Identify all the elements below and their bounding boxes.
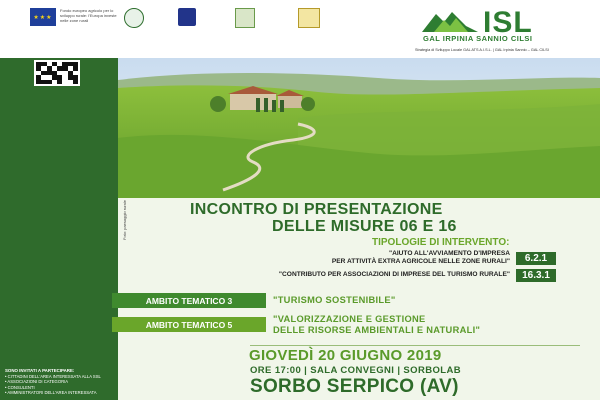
vertical-photo-caption: Foto: paesaggio rurale — [122, 199, 127, 240]
ambito-label-badge: AMBITO TEMATICO 5 — [112, 317, 266, 332]
measure-text-line: "AIUTO ALL'AVVIAMENTO D'IMPRESA — [388, 250, 510, 257]
measure-code-badge: 6.2.1 — [516, 252, 556, 265]
isl-subtitle: GAL IRPINIA SANNIO CILSI — [423, 34, 533, 43]
mountain-logo-icon — [420, 8, 480, 34]
campania-region-icon — [178, 8, 196, 26]
intervention-types-title: TIPOLOGIE DI INTERVENTO: — [372, 237, 510, 248]
measure-description — [236, 250, 510, 266]
municipality-crest-icon — [298, 8, 320, 28]
invite-title: SONO INVITATI A PARTECIPARE: — [5, 368, 75, 373]
divider — [250, 345, 580, 346]
measure-text-line: "CONTRIBUTO PER ASSOCIAZIONI DI IMPRESE DEL TURISMO RURALE" — [278, 271, 510, 278]
ambito-label-badge: AMBITO TEMATICO 3 — [112, 293, 266, 308]
isl-brand-text: ISL — [483, 6, 533, 39]
event-time-venue: ORE 17:00 | SALA CONVEGNI | SORBOLAB — [250, 365, 461, 376]
event-date: GIOVEDÌ 20 GIUGNO 2019 — [249, 347, 442, 364]
measure-code-badge: 16.3.1 — [516, 269, 556, 282]
isl-logo — [415, 6, 575, 46]
eu-fund-text: Fondo europeo agricolo per lo sviluppo rurale: l'Europa investe nelle zone rurali — [60, 8, 117, 23]
measure-text-line: PER ATTIVITÀ EXTRA AGRICOLE NELLE ZONE RURALI" — [331, 258, 510, 265]
ambito-text-line: "TURISMO SOSTENIBILE" — [273, 295, 396, 305]
invitee-item: • CONSULENTI — [5, 384, 35, 390]
ambito-description — [273, 295, 396, 306]
eu-flag-icon: ★★★ — [30, 8, 56, 26]
invitee-item: • CITTADINI DELL'AREA INTERESSATA ALLA SSL — [5, 374, 101, 379]
ambito-text-line: "VALORIZZAZIONE E GESTIONE — [273, 314, 426, 324]
leader-icon — [235, 8, 255, 28]
ambito-text-line: DELLE RISORSE AMBIENTALI E NATURALI" — [273, 325, 481, 335]
event-location: SORBO SERPICO (AV) — [250, 376, 459, 397]
qr-module — [73, 80, 78, 84]
invitee-list — [5, 374, 115, 395]
headline-line-1: INCONTRO DI PRESENTAZIONE — [190, 201, 443, 218]
invitee-item: • AMMINISTRATORI DELL'AREA INTERESSATA — [5, 389, 97, 395]
measure-description — [170, 271, 510, 279]
headline-line-2: DELLE MISURE 06 E 16 — [272, 218, 457, 235]
landscape-photo — [118, 58, 600, 198]
ambito-description — [273, 314, 480, 336]
isl-strategy-text: Strategia di Sviluppo Locale GAL ATS A.I.S.L. | GAL Irpinia Sannio – GAL CILSI — [415, 48, 549, 52]
qr-code-icon — [34, 60, 80, 86]
italy-emblem-icon — [124, 8, 144, 28]
invitee-item: • ASSOCIAZIONI DI CATEGORIA — [5, 379, 69, 385]
left-green-column — [0, 58, 118, 400]
